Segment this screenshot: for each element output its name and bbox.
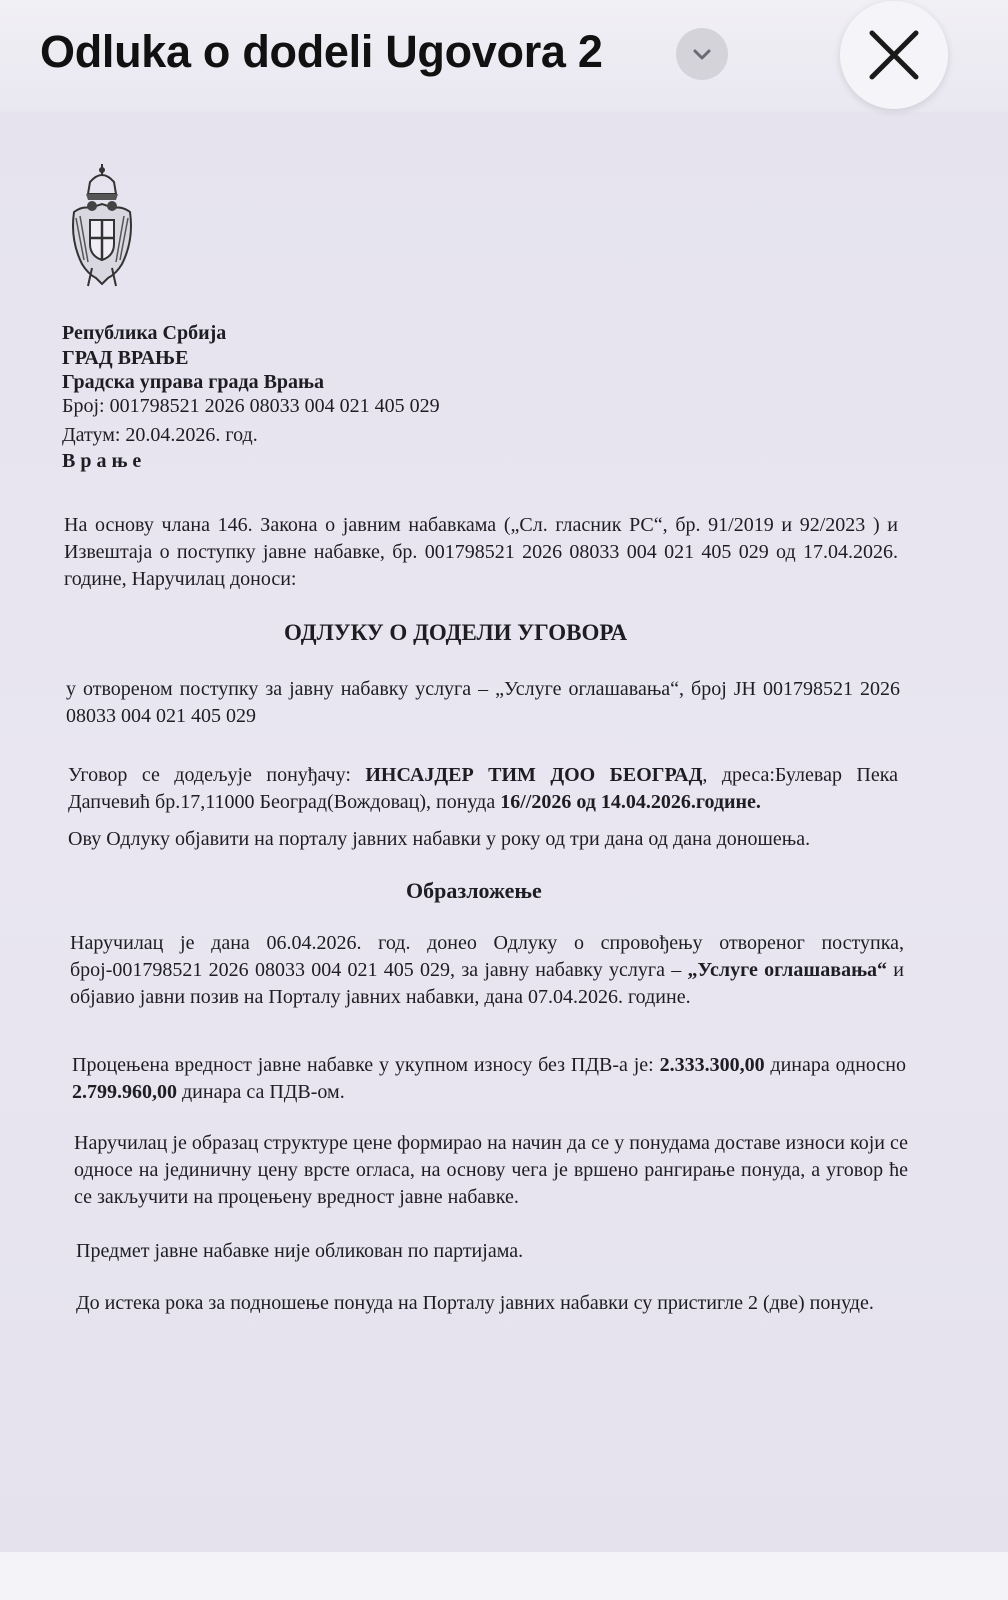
reason-paragraph-3: Наручилац је образац структуре цене формирао на начин да се у понудама доставе износи који се односе на јединичну цену врсте огласа, на основу чега је вршено рангирање понуда, а уговор ће се закључити на процењену вредност јавне набавке. [74, 1132, 908, 1208]
reasoning-title: Образложење [406, 878, 542, 903]
award-offer: 16//2026 од 14.04.2026.године. [500, 791, 761, 813]
reason-paragraph-1 [70, 930, 904, 1011]
document-title: Odluka o dodeli Ugovora 2 [40, 26, 603, 77]
reason2-end: динара са ПДВ-ом. [177, 1081, 345, 1103]
title-dropdown-button[interactable] [676, 28, 728, 80]
close-button[interactable] [840, 1, 948, 109]
administration-label: Градска управа града Врања [62, 371, 324, 393]
document-number: Број: 001798521 2026 08033 004 021 405 029 [62, 395, 440, 417]
reason-paragraph-4: Предмет јавне набавке није обликован по партијама. [76, 1240, 524, 1262]
top-bar [0, 0, 1008, 112]
close-icon [866, 27, 922, 83]
bottom-strip [0, 1552, 1008, 1600]
reason-paragraph-5: До истека рока за подношење понуда на Порталу јавних набавки су пристигле 2 (две) понуде. [76, 1292, 874, 1314]
reason1-text: Наручилац је дана 06.04.2026. год. донео Одлуку о спровођењу отвореног поступка, број-001798521 2026 08033 004 021 405 029, за јавну набавку услуга – [70, 932, 904, 981]
decision-title: ОДЛУКУ О ДОДЕЛИ УГОВОРА [284, 620, 628, 645]
value-without-vat: 2.333.300,00 [659, 1054, 765, 1076]
reason2-text: Процењена вредност јавне набавке у укупном износу без ПДВ-а је: [72, 1054, 660, 1076]
document-date: Датум: 20.04.2026. год. [62, 424, 258, 446]
award-paragraph [68, 762, 898, 816]
document-place: В р а њ е [62, 450, 142, 472]
value-with-vat: 2.799.960,00 [72, 1081, 177, 1103]
award-bidder: ИНСАЈДЕР ТИМ ДОО БЕОГРАД [365, 764, 703, 786]
reason1-rest: и објавио јавни позив на Порталу јавних набавки, дана 07.04.2026. године. [70, 959, 904, 1008]
coat-of-arms-icon [66, 160, 138, 295]
intro-paragraph: На основу члана 146. Закона о јавним набавкама („Сл. гласник РС“, бр. 91/2019 и 92/2023 ) и Извештаја о поступку јавне набавке, бр. 001798521 2026 08033 004 021 405 029 од 17.04.2026. године, Наручилац доноси: [64, 514, 898, 590]
reason-paragraph-2 [72, 1052, 906, 1106]
reason1-service: „Услуге оглашавања“ [687, 959, 888, 981]
city-label: ГРАД ВРАЊЕ [62, 347, 189, 369]
award-address: , дреса:Булевар Пека Дапчевић бр.17,11000 Београд(Вождовац), понуда [68, 764, 899, 813]
reason2-mid: динара односно [764, 1054, 907, 1076]
publish-paragraph: Ову Одлуку објавити на порталу јавних набавки у року од три дана од дана доношења. [68, 828, 811, 850]
republic-label: Република Србија [62, 322, 227, 344]
chevron-down-icon [690, 42, 714, 66]
procedure-paragraph: у отвореном поступку за јавну набавку услуга – „Услуге оглашавања“, број ЈН 001798521 2026 08033 004 021 405 029 [66, 678, 900, 727]
award-prefix: Уговор се додељује понуђачу: [68, 764, 366, 786]
